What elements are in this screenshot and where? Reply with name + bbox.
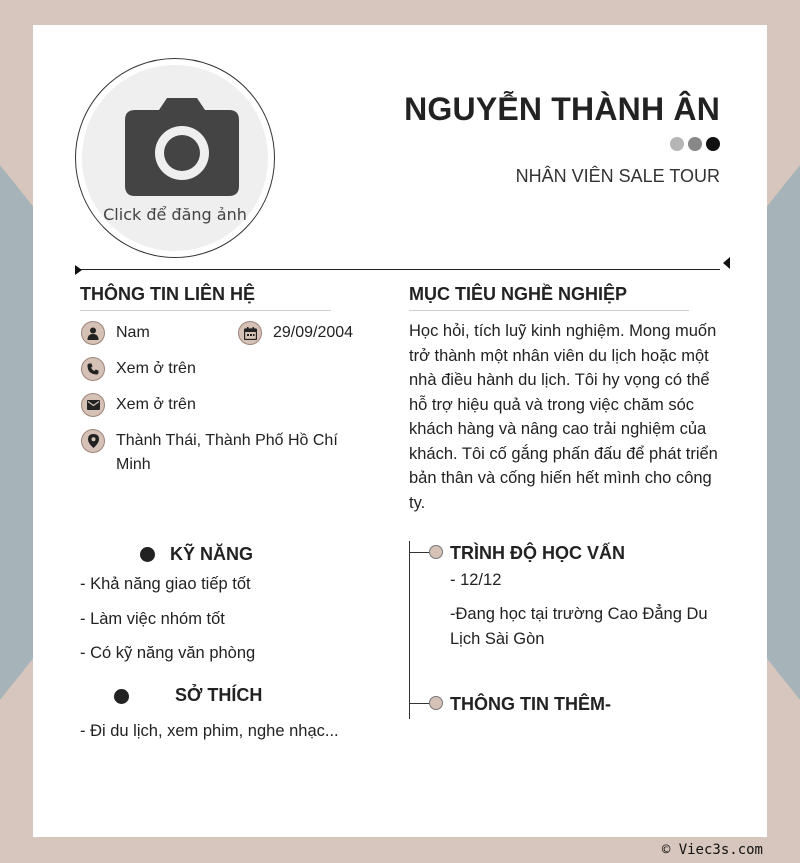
birthdate-value: 29/09/2004	[273, 324, 354, 341]
skill-item: - Khả năng giao tiếp tốt	[80, 575, 251, 593]
hobbies-title: SỞ THÍCH	[175, 685, 263, 705]
divider-arrow-right	[723, 257, 730, 269]
job-title: NHÂN VIÊN SALE TOUR	[515, 166, 720, 186]
dot-dark	[706, 137, 720, 151]
skills-title: KỸ NĂNG	[170, 544, 254, 564]
skill-item: - Có kỹ năng văn phòng	[80, 644, 256, 662]
objective-underline	[409, 310, 689, 311]
dot-mid	[688, 137, 702, 151]
skills-bullet	[140, 547, 155, 562]
email-icon	[81, 393, 105, 417]
education-timeline	[409, 541, 410, 719]
education-detail: -Đang học tại trường Cao Đẳng Du Lịch Sài Gòn	[450, 605, 708, 648]
education-date: - 12/12	[450, 571, 502, 589]
avatar-upload[interactable]	[75, 58, 275, 258]
education-title: TRÌNH ĐỘ HỌC VẤN	[450, 543, 625, 563]
contact-underline	[80, 310, 331, 311]
decorative-dots	[670, 137, 720, 151]
calendar-icon	[238, 321, 262, 345]
extra-info-title: THÔNG TIN THÊM-	[450, 694, 611, 714]
timeline-tick	[409, 703, 429, 704]
dot-light	[670, 137, 684, 151]
timeline-node	[429, 696, 443, 710]
phone-icon	[81, 357, 105, 381]
objective-title: MỤC TIÊU NGHỀ NGHIỆP	[409, 284, 628, 304]
contact-title: THÔNG TIN LIÊN HỆ	[80, 284, 255, 304]
timeline-node	[429, 545, 443, 559]
person-icon	[81, 321, 105, 345]
full-name: NGUYỄN THÀNH ÂN	[404, 91, 720, 127]
cv-page	[33, 25, 767, 837]
skill-item: - Làm việc nhóm tốt	[80, 610, 225, 628]
hobbies-text: - Đi du lịch, xem phim, nghe nhạc...	[80, 722, 339, 740]
email-value: Xem ở trên	[116, 396, 196, 413]
avatar-caption: Click để đăng ảnh	[103, 205, 247, 224]
watermark: © Viec3s.com	[661, 842, 763, 858]
right-decoration	[766, 165, 800, 700]
hobbies-bullet	[114, 689, 129, 704]
gender-value: Nam	[116, 324, 150, 341]
phone-value: Xem ở trên	[116, 360, 196, 377]
objective-text: Học hỏi, tích luỹ kinh nghiệm. Mong muốn trở thành một nhân viên du lịch hoặc một nhà điều hành du lịch. Tôi hy vọng có thể hỗ trợ hiệu quả và trong việc chăm sóc khách hàng và nâng cao trải nghiệm của khách. Tôi cố gắng phấn đấu để phát triển bản thân và cống hiến hết mình cho công ty.	[409, 322, 718, 512]
camera-icon	[125, 98, 239, 196]
divider-arrow-left	[75, 265, 82, 275]
timeline-tick	[409, 552, 429, 553]
left-decoration	[0, 165, 34, 700]
address-value: Thành Thái, Thành Phố Hồ Chí Minh	[116, 432, 338, 473]
avatar-placeholder[interactable]	[82, 65, 268, 251]
header-divider	[75, 269, 720, 270]
location-icon	[81, 429, 105, 453]
